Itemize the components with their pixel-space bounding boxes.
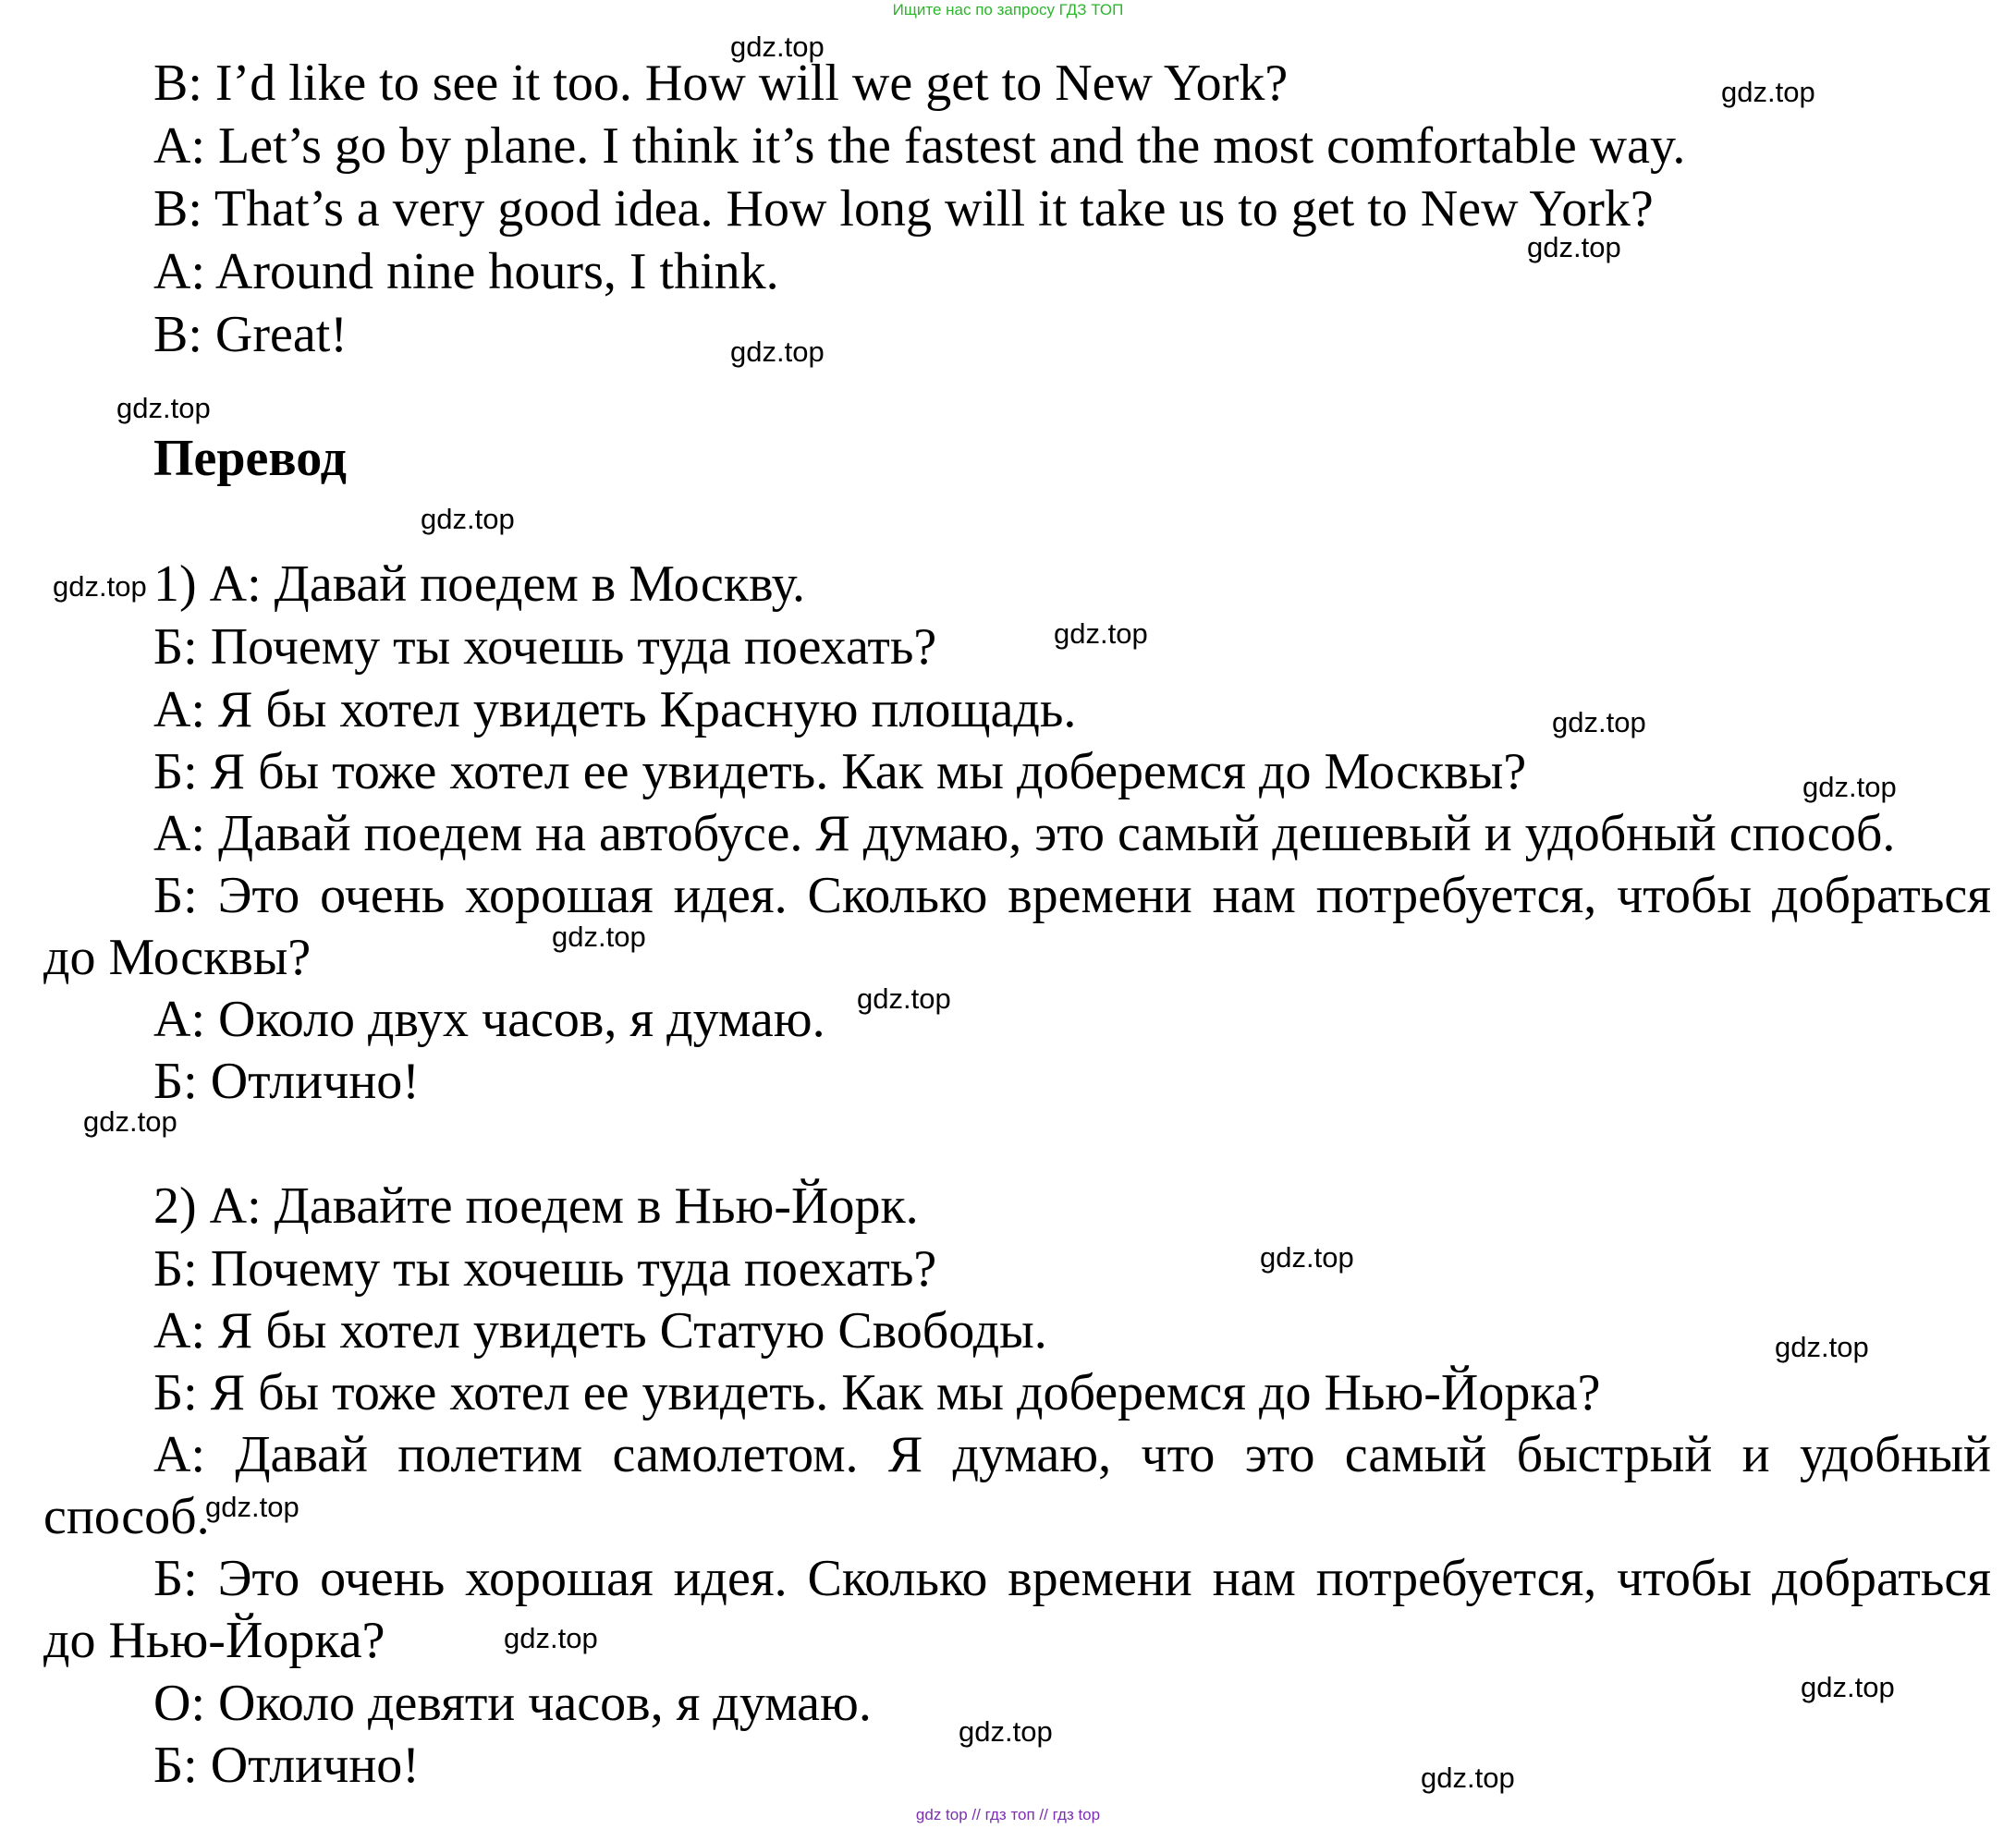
dialogue2-line-9: О: Около девяти часов, я думаю. xyxy=(153,1675,872,1732)
english-line-5: B: Great! xyxy=(153,306,348,363)
watermark: gdz.top xyxy=(1054,617,1148,650)
watermark: gdz.top xyxy=(83,1105,177,1138)
dialogue2-line-5: А: Давай полетим самолетом. Я думаю, что это самый быстрый и удобный xyxy=(153,1426,1991,1483)
dialogue1-line-7: до Москвы? xyxy=(43,929,312,986)
watermark: gdz.top xyxy=(730,30,825,63)
dialogue2-line-10: Б: Отлично! xyxy=(153,1737,420,1794)
watermark: gdz.top xyxy=(1421,1762,1515,1794)
dialogue1-line-2: Б: Почему ты хочешь туда поехать? xyxy=(153,618,937,676)
dialogue2-line-6: способ. xyxy=(43,1488,210,1545)
watermark: gdz.top xyxy=(1721,76,1815,108)
dialogue1-line-9: Б: Отлично! xyxy=(153,1053,420,1110)
dialogue1-line-1: 1) А: Давай поедем в Москву. xyxy=(153,555,806,613)
dialogue2-line-1: 2) А: Давайте поедем в Нью-Йорк. xyxy=(153,1177,919,1235)
dialogue2-line-2: Б: Почему ты хочешь туда поехать? xyxy=(153,1240,937,1298)
header-search-note: Ищите нас по запросу ГДЗ ТОП xyxy=(892,1,1124,18)
watermark: gdz.top xyxy=(116,392,211,424)
footer-note: gdz top // гдз топ // гдз top xyxy=(915,1806,1101,1823)
dialogue1-line-6: Б: Это очень хорошая идея. Сколько времени нам потребуется, чтобы добраться xyxy=(153,867,1991,924)
watermark: gdz.top xyxy=(730,335,825,368)
watermark: gdz.top xyxy=(504,1622,598,1654)
dialogue2-line-3: А: Я бы хотел увидеть Статую Свободы. xyxy=(153,1302,1047,1360)
watermark: gdz.top xyxy=(959,1715,1053,1748)
watermark: gdz.top xyxy=(552,921,646,953)
watermark: gdz.top xyxy=(1260,1241,1354,1274)
english-line-2: A: Let’s go by plane. I think it’s the fastest and the most comfortable way. xyxy=(153,117,1686,175)
english-line-3: B: That’s a very good idea. How long will it take us to get to New York? xyxy=(153,180,1654,238)
translation-heading: Перевод xyxy=(153,430,347,487)
watermark: gdz.top xyxy=(1775,1331,1869,1363)
watermark: gdz.top xyxy=(53,570,147,603)
dialogue1-line-3: А: Я бы хотел увидеть Красную площадь. xyxy=(153,681,1077,738)
watermark: gdz.top xyxy=(421,503,515,535)
watermark: gdz.top xyxy=(1527,231,1621,263)
dialogue2-line-4: Б: Я бы тоже хотел ее увидеть. Как мы доберемся до Нью-Йорка? xyxy=(153,1364,1601,1421)
watermark: gdz.top xyxy=(1802,771,1897,803)
dialogue1-line-8: А: Около двух часов, я думаю. xyxy=(153,991,825,1048)
english-line-1: B: I’d like to see it too. How will we get to New York? xyxy=(153,55,1289,112)
watermark: gdz.top xyxy=(1801,1671,1895,1703)
dialogue1-line-4: Б: Я бы тоже хотел ее увидеть. Как мы доберемся до Москвы? xyxy=(153,743,1527,800)
watermark: gdz.top xyxy=(205,1491,299,1523)
english-line-4: A: Around nine hours, I think. xyxy=(153,243,779,300)
dialogue1-line-5: А: Давай поедем на автобусе. Я думаю, это самый дешевый и удобный способ. xyxy=(153,805,1896,862)
dialogue2-line-7: Б: Это очень хорошая идея. Сколько времени нам потребуется, чтобы добраться xyxy=(153,1550,1991,1607)
watermark: gdz.top xyxy=(857,982,951,1015)
dialogue2-line-8: до Нью-Йорка? xyxy=(43,1612,385,1669)
watermark: gdz.top xyxy=(1552,706,1646,738)
